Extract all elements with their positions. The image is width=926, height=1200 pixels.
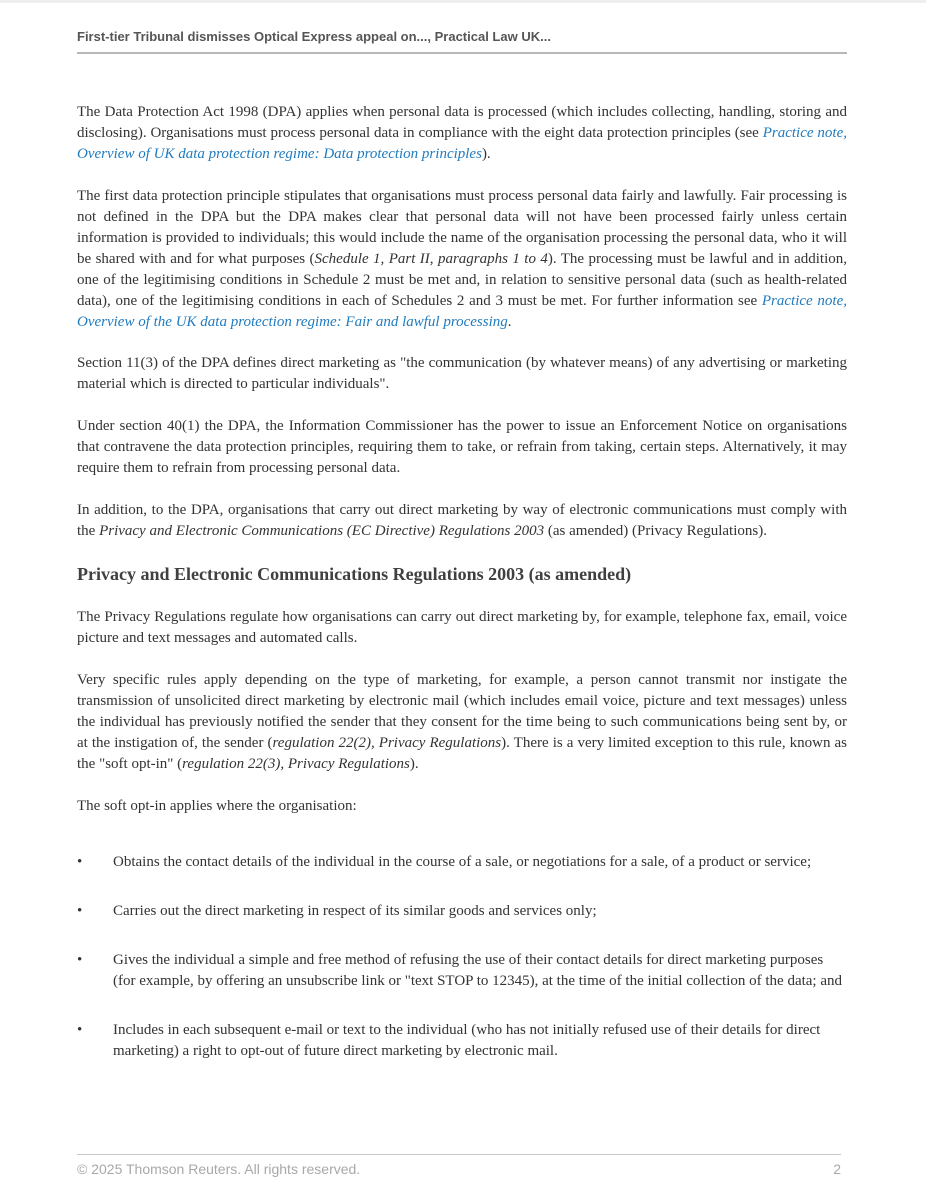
paragraph-first-principle: The first data protection principle stipulates that organisations must process personal data fairly and lawfully. Fair processing is not defined in the DPA but the DPA makes clear that personal data will not have been processed fairly unless certain information is provided to individuals; this would include the name of the organisation processing the personal data, who it will be shared with and for what purposes (Schedule 1, Part II, paragraphs 1 to 4). The processing must be lawful and in addition, one of the legitimising conditions in Schedule 2 must be met and, in relation to sensitive personal data (such as health-related data), one of the legitimising conditions in each of Schedules 2 and 3 must be met. For further information see Practice note, Overview of the UK data protection regime: Fair and lawful processing. xyxy=(77,188,848,330)
document-title: First-tier Tribunal dismisses Optical Express appeal on..., Practical Law UK... xyxy=(77,29,551,44)
list-item: • Gives the individual a simple and free method of refusing the use of their contact details for direct marketing purposes (for example, by offering an unsubscribe link or "text STOP to 12345), at the time of the initial collection of the data; and xyxy=(77,952,843,989)
paragraph-dpa-intro: The Data Protection Act 1998 (DPA) applies when personal data is processed (which includes collecting, handling, storing and disclosing). Organisations must process personal data in compliance with the eight data protection principles (see Practice note, Overview of UK data protection regime: Data protection principles). xyxy=(77,104,848,162)
document-body xyxy=(77,102,847,1090)
paragraph-privacy-regulations-intro: In addition, to the DPA, organisations that carry out direct marketing by way of electronic communications must comply with the Privacy and Electronic Communications (EC Directive) Regulations 2003 (as amended) (Privacy Regulations). xyxy=(77,502,847,539)
page-number: 2 xyxy=(833,1161,841,1177)
bullet-icon: • xyxy=(77,1022,83,1038)
soft-opt-in-conditions-list xyxy=(77,852,847,1062)
paragraph-section-40: Under section 40(1) the DPA, the Information Commissioner has the power to issue an Enforcement Notice on organisations that contravene the data protection principles, requiring them to take, or refrain from taking, certain steps. Alternatively, it may require them to refrain from processing personal data. xyxy=(77,418,847,476)
citation-schedule-1: Schedule 1, Part II, paragraphs 1 to 4 xyxy=(314,251,548,267)
list-item: • Obtains the contact details of the individual in the course of a sale, or negotiations for a sale, of a product or service; xyxy=(77,852,847,873)
citation-privacy-regulations: Privacy and Electronic Communications (EC Directive) Regulations 2003 xyxy=(99,523,545,539)
running-header xyxy=(77,28,847,54)
list-item: • Carries out the direct marketing in respect of its similar goods and services only; xyxy=(77,901,847,922)
paragraph-privacy-regulations-scope: The Privacy Regulations regulate how organisations can carry out direct marketing by, for example, telephone fax, email, voice picture and text messages and automated calls. xyxy=(77,609,847,646)
paragraph-soft-opt-in: The soft opt-in applies where the organisation: xyxy=(77,798,357,814)
bullet-icon: • xyxy=(77,903,83,919)
link-fair-lawful-processing[interactable]: Practice note, Overview of the UK data protection regime: Fair and lawful processing xyxy=(77,293,847,330)
bullet-icon: • xyxy=(77,854,83,870)
citation-regulation-22-2: regulation 22(2), Privacy Regulations xyxy=(272,735,502,751)
link-data-protection-principles[interactable]: Practice note, Overview of UK data protection regime: Data protection principles xyxy=(77,125,848,162)
bullet-icon: • xyxy=(77,952,83,968)
paragraph-section-11: Section 11(3) of the DPA defines direct marketing as "the communication (by whatever means) of any advertising or marketing material which is directed to particular individuals". xyxy=(77,355,847,392)
citation-regulation-22-3: regulation 22(3), Privacy Regulations xyxy=(182,756,410,772)
paragraph-specific-rules: Very specific rules apply depending on the type of marketing, for example, a person cannot transmit nor instigate the transmission of unsolicited direct marketing by electronic mail (which includes email voice, picture and text messages) unless the individual has previously notified the sender that they consent for the time being to such communications being sent by, or at the instigation of, the sender (regulation 22(2), Privacy Regulations). There is a very limited exception to this rule, known as the "soft opt-in" (regulation 22(3), Privacy Regulations). xyxy=(77,672,847,772)
section-heading: Privacy and Electronic Communications Regulations 2003 (as amended) xyxy=(77,564,632,584)
page-footer xyxy=(77,1154,841,1178)
list-item: • Includes in each subsequent e-mail or text to the individual (who has not initially refused use of their details for direct marketing) a right to opt-out of future direct marketing by electronic mail. xyxy=(77,1022,821,1059)
copyright-notice: © 2025 Thomson Reuters. All rights reserved. xyxy=(77,1161,361,1177)
top-strip xyxy=(0,0,926,3)
